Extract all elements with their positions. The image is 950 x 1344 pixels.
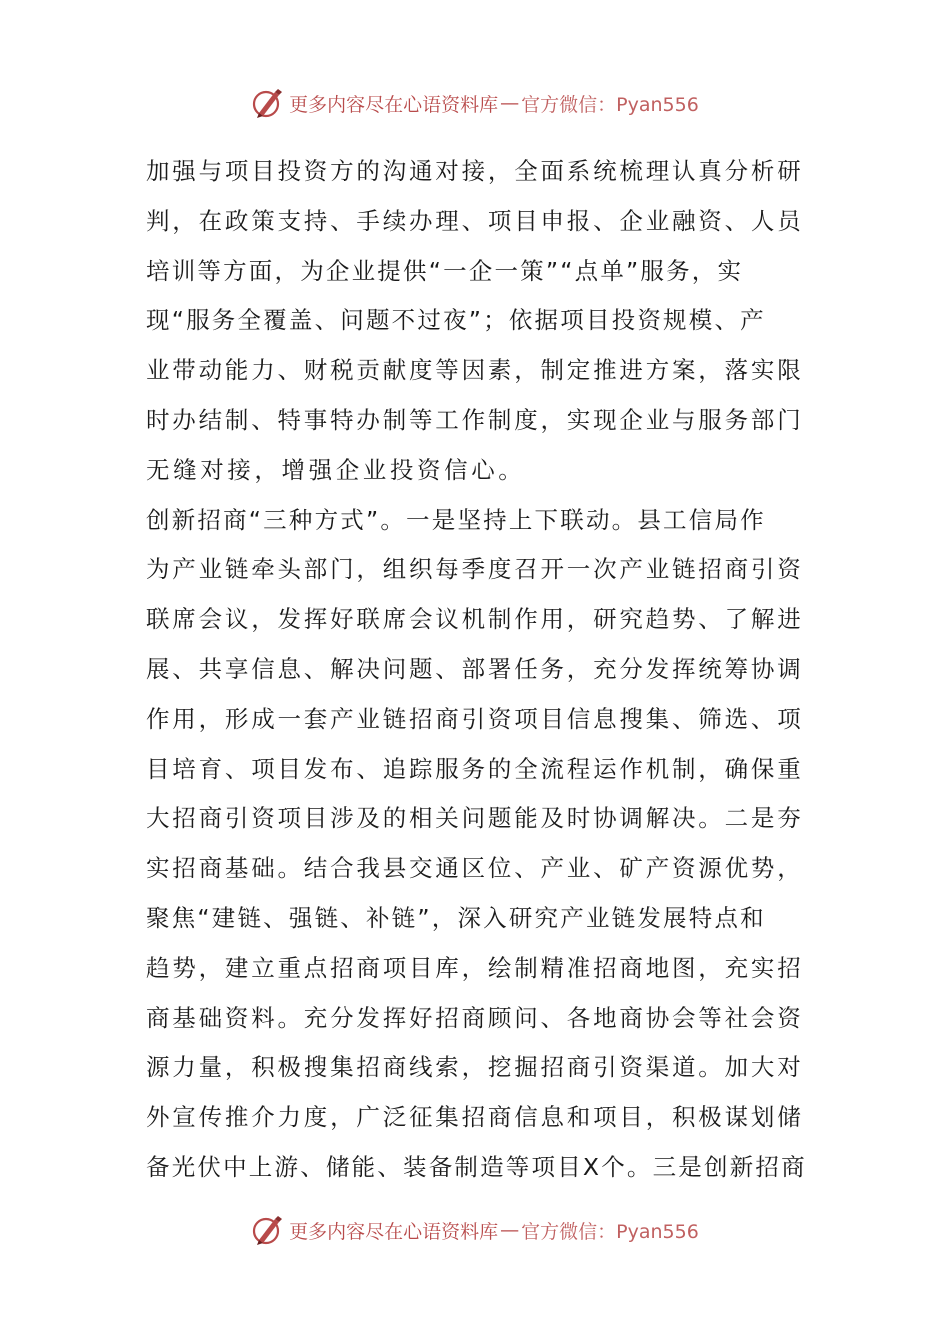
- text-line: 业带动能力、财税贡献度等因素，制定推进方案，落实限: [146, 356, 804, 385]
- text-line: 源力量，积极搜集招商线索，挖掘招商引资渠道。加大对: [146, 1053, 804, 1082]
- text-line: 大招商引资项目涉及的相关问题能及时协调解决。二是夯: [146, 804, 804, 833]
- text-line: 为产业链牵头部门，组织每季度召开一次产业链招商引资: [146, 555, 804, 584]
- text-line: 展、共享信息、解决问题、部署任务，充分发挥统筹协调: [146, 654, 804, 683]
- text-line: 实招商基础。结合我县交通区位、产业、矿产资源优势，: [146, 854, 804, 883]
- header-banner: [0, 83, 950, 123]
- banner-brand-text: 更多内容尽在心语资料库: [289, 93, 499, 116]
- text-line: 趋势，建立重点招商项目库，绘制精准招商地图，充实招: [146, 953, 804, 982]
- banner-separator: —: [500, 92, 520, 114]
- text-line: 商基础资料。充分发挥好招商顾问、各地商协会等社会资: [146, 1003, 804, 1032]
- text-line: 创新招商“三种方式”。一是坚持上下联动。县工信局作: [146, 505, 766, 534]
- text-line: 聚焦“建链、强链、补链”，深入研究产业链发展特点和: [146, 903, 766, 932]
- footer-banner: [0, 1210, 950, 1250]
- banner-separator: —: [500, 1219, 520, 1241]
- text-line: 时办结制、特事特办制等工作制度，实现企业与服务部门: [146, 405, 804, 434]
- text-line: 作用，形成一套产业链招商引资项目信息搜集、筛选、项: [146, 704, 804, 733]
- banner-brand-text: 更多内容尽在心语资料库: [289, 1220, 499, 1243]
- text-line: 现“服务全覆盖、问题不过夜”；依据项目投资规模、产: [146, 306, 766, 335]
- text-line: 加强与项目投资方的沟通对接，全面系统梳理认真分析研: [146, 157, 804, 185]
- text-line: 目培育、项目发布、追踪服务的全流程运作机制，确保重: [146, 754, 804, 783]
- text-line: 联席会议，发挥好联席会议机制作用，研究趋势、了解进: [146, 605, 804, 634]
- text-line: 判，在政策支持、手续办理、项目申报、企业融资、人员: [146, 206, 804, 235]
- text-line: 培训等方面，为企业提供“一企一策”“点单”服务，实: [146, 256, 744, 285]
- banner-wechat-text: 官方微信：Pyan556: [521, 1220, 699, 1243]
- text-line: 备光伏中上游、储能、装备制造等项目X个。三是创新招商: [146, 1152, 807, 1181]
- text-line: 无缝对接，增强企业投资信心。: [146, 455, 526, 484]
- pen-logo-icon: [251, 86, 285, 120]
- banner-wechat-text: 官方微信：Pyan556: [521, 93, 699, 116]
- pen-logo-icon: [251, 1213, 285, 1247]
- document-body: [146, 147, 806, 1193]
- text-line: 外宣传推介力度，广泛征集招商信息和项目，积极谋划储: [146, 1103, 804, 1132]
